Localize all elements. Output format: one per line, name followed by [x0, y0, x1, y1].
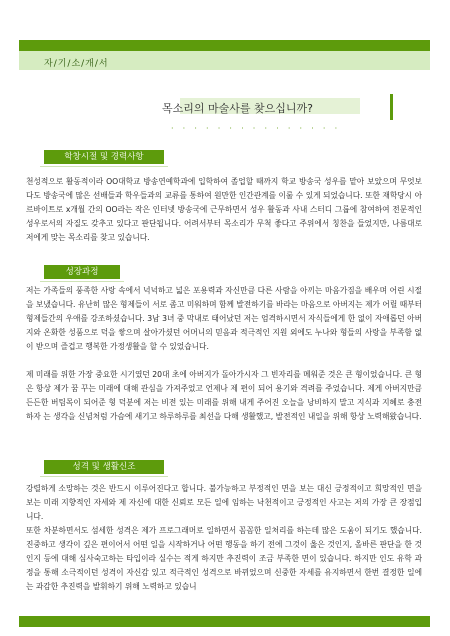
page-title: 목소리의 마술사를 찾으십니까?: [162, 102, 313, 115]
footer-bar: [19, 616, 430, 627]
section-personality-text-1: 강렬하게 소망하는 것은 반드시 이루어진다고 합니다. 불가능하고 부정적인 면을 보는 대신 긍정적이고 희망적인 면을 보는 미래 지향적인 자세와 제 자신에 대한 신뢰로 모든 일에 임하는 낙천적이고 긍정적인 사고는 저의 가장 큰 장점입니다.: [26, 484, 422, 522]
section-title-career: 학창시절 및 경력사항: [44, 150, 164, 164]
section-title-growth: 성장과정: [44, 265, 120, 279]
doc-label: 자/기/소/개/서: [44, 59, 109, 69]
headline-box: [128, 94, 393, 120]
section-growth-text-2: 제 미래를 위한 가장 중요한 시기였던 20대 초에 아버지가 돌아가시자 그 빈자리를 메워준 것은 큰 형이었습니다. 큰 형은 항상 제가 꿈 꾸는 미래에 대해 관심을 가져주었고 언제나 제 편이 되어 용기와 격려를 주었습니다. 제게 아버지만큼 든든한 버팀목이 되어준 형 덕분에 저는 비전 있는 미래를 위해 내게 주어진 오늘을 낭비하지 말고 지식과 지혜로 충전하자 는 생각을 신념처럼 가슴에 새기고 하루하루를 최선을 다해 생활했고, 발전적인 내일을 위해 항상 노력해왔습니다.: [26, 370, 422, 422]
section-title-personality: 성격 및 생활신조: [44, 460, 164, 474]
section-personality-text-2: 또한 차분하면서도 섬세한 성격은 제가 프로그래머로 일하면서 꼼꼼한 일처리를 하는데 많은 도움이 되기도 했습니다. 진중하고 생각이 깊은 편이어서 어떤 일을 시작하거나 어떤 행동을 하기 전에 그것이 옳은 것인지, 올바른 판단을 한 것인지 등에 대해 심사숙고하는 타입이라 실수는 적게 하지만 추진력이 조금 부족한 면이 있습니다. 하지만 인도 유학 과정을 통해 소극적이던 성격이 자신감 있고 적극적인 성격으로 바뀌었으며 신중한 자세를 유지하면서 한번 결정한 일에는 과감한 추진력을 발휘하기 위해 노력하고 있습니: [26, 526, 422, 592]
section-growth-text-1: 저는 가족들의 풍족한 사랑 속에서 넉넉하고 넓은 포용력과 자신만큼 다른 사람을 아끼는 마음가짐을 배우며 어린 시절을 보냈습니다. 유난히 많은 형제들이 서로 좀고 미워하며 함께 발전하기를 바라는 마음으로 아버지는 제가 어릴 때부터 형제들간의 우애를 강조하셨습니다. 3남 3녀 중 막내로 태어났던 저는 엄격하시면서 자식들에게 한 없이 자애롭던 아버지와 온화한 성품으로 덕을 쌓으며 살아가셨던 어머니의 믿음과 적극적인 지원 외에도 누나와 형들의 사랑을 부족함 없이 받으며 즐겁고 행복한 가정생활을 할 수 있었습니다.: [26, 286, 422, 352]
header-info: OO 순우원 재무 - OOO: [336, 82, 406, 89]
section-career-text: 천성적으로 활동적이라 OO대학교 방송연예학과에 입학하여 졸업할 때까지 학교 방송국 성우를 맡아 보았으며 무엇보다도 방송국에 많은 선배들과 학우들과의 교류를 통하여 원만한 인간관계를 이룰 수 있게 되었습니다. 또한 재학당시 아르바이트로 x개월 간의 OO라는 작은 인터넷 방송국에 근무하면서 성우 활동과 사내 스터디 그룹에 참여하여 전문적인 성우로서의 자질도 갖추고 있다고 판단됩니다. 어려서부터 목소리가 무척 좋다고 주위에서 칭찬을 들었지만, 나름대로 저에게 맞는 목소리를 찾고 있습니다.: [26, 177, 422, 243]
decor-dots: · · · · · · · · · · · · · · ·: [171, 124, 341, 133]
